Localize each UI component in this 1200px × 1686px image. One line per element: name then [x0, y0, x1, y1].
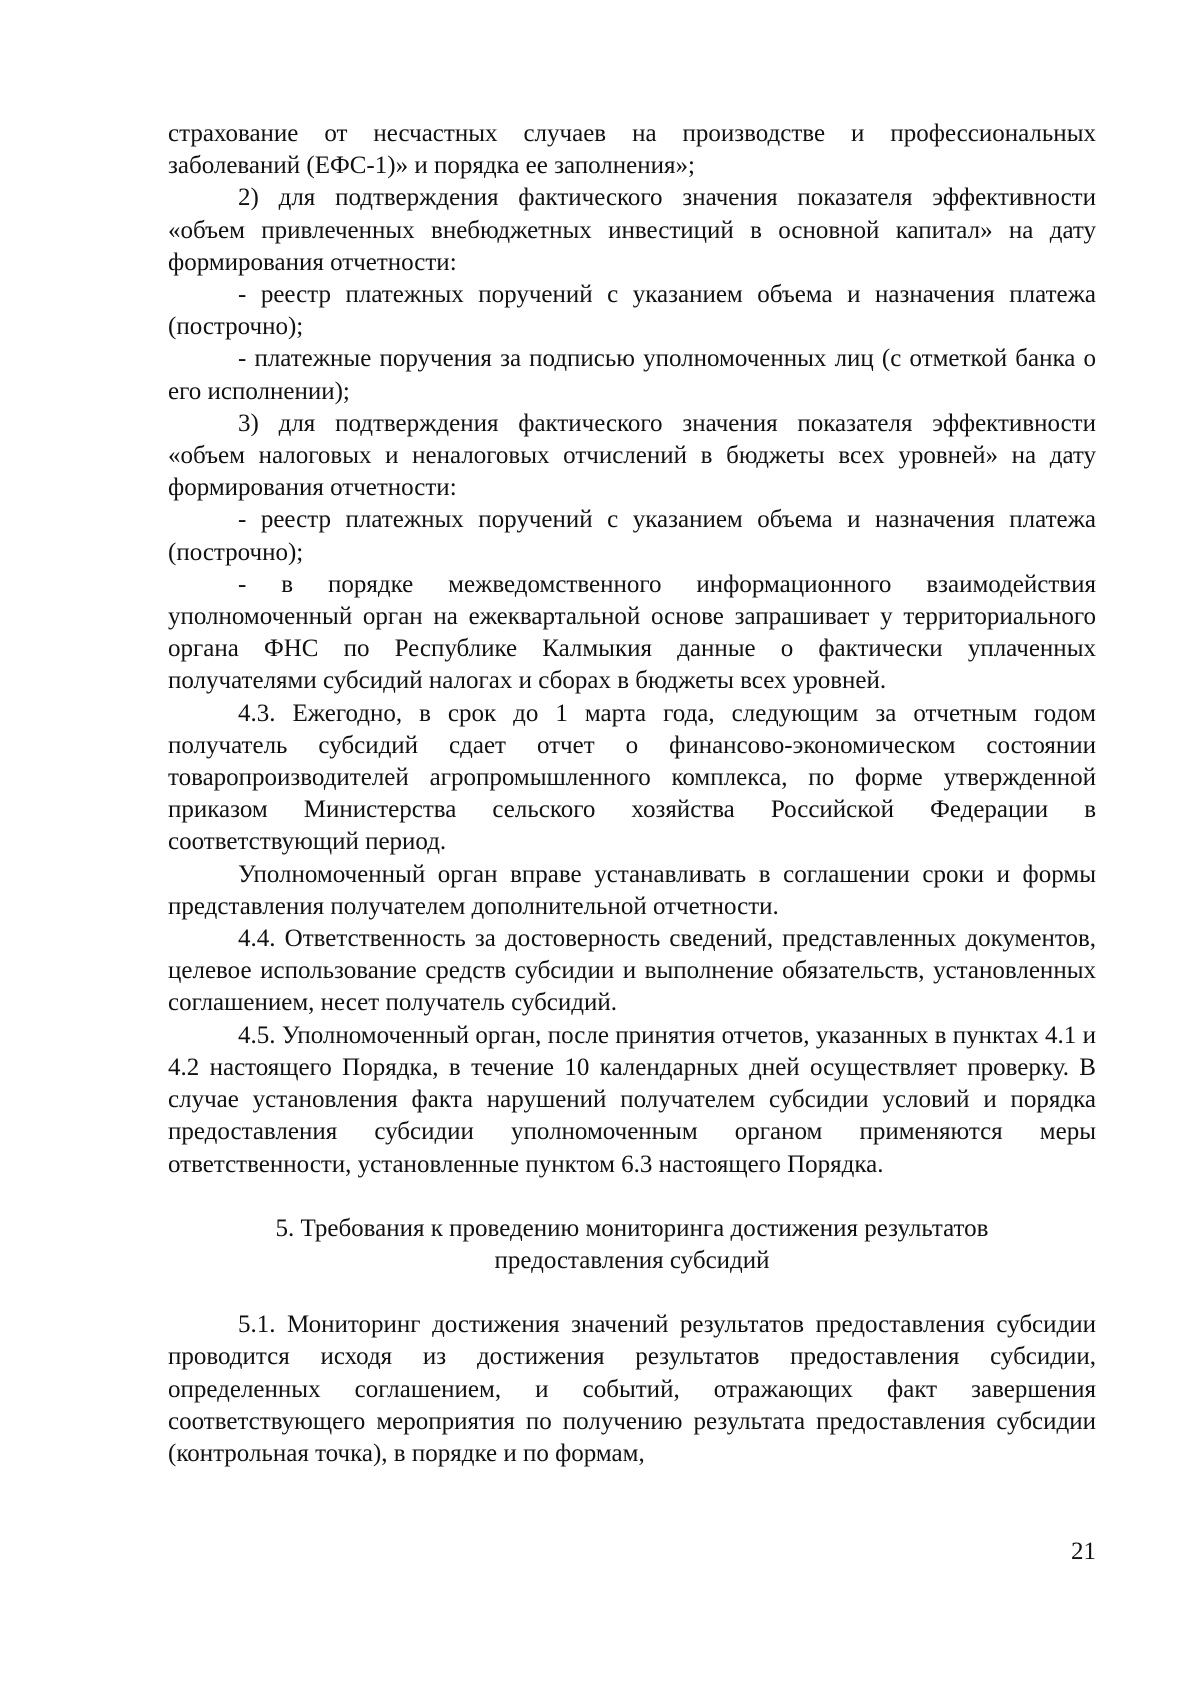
- paragraph-10: 4.4. Ответственность за достоверность сведений, представленных документов, целевое использование средств субсидии и выполнение обязательств, установленных соглашением, несет получатель субсидий.: [168, 925, 1096, 1017]
- paragraph-4: - платежные поручения за подписью уполномоченных лиц (с отметкой банка о его исполнении);: [168, 345, 1096, 405]
- paragraph-12: 5.1. Мониторинг достижения значений результатов предоставления субсидии проводится исходя из достижения результатов предоставления субсидии, определенных соглашением, и событий, отражающих факт завершения соответствующего мероприятия по получению результата предоставления субсидии (контрольная точка), в порядке и по формам,: [168, 1311, 1096, 1467]
- paragraph-9: Уполномоченный орган вправе устанавливать в соглашении сроки и формы представления получателем дополнительной отчетности.: [168, 860, 1096, 920]
- paragraph-7: - в порядке межведомственного информационного взаимодействия уполномоченный орган на ежеквартальной основе запрашивает у территориального органа ФНС по Республике Калмыкия данные о фактически уплаченных получателями субсидий налогах и сборах в бюджеты всех уровней.: [168, 570, 1096, 695]
- spacer: [168, 1277, 1096, 1309]
- spacer: [168, 1181, 1096, 1213]
- paragraph-8: 4.3. Ежегодно, в срок до 1 марта года, следующим за отчетным годом получатель субсидий сдает отчет о финансово-экономическом состоянии товаропроизводителей агропромышленного комплекса, по форме утвержденной приказом Министерства сельского хозяйства Российской Федерации в соответствующий период.: [168, 699, 1096, 856]
- document-body: [168, 118, 1096, 1470]
- paragraph-2: 2) для подтверждения фактического значения показателя эффективности «объем привлеченных внебюджетных инвестиций в основной капитал» на дату формирования отчетности:: [168, 184, 1096, 276]
- paragraph-6: - реестр платежных поручений с указанием объема и назначения платежа (построчно);: [168, 506, 1096, 566]
- paragraph-11: 4.5. Уполномоченный орган, после принятия отчетов, указанных в пунктах 4.1 и 4.2 настоящего Порядка, в течение 10 календарных дней осуществляет проверку. В случае установления факта нарушений получателем субсидии условий и порядка предоставления субсидии уполномоченным органом применяются меры ответственности, установленные пунктом 6.3 настоящего Порядка.: [168, 1021, 1096, 1178]
- paragraph-3: - реестр платежных поручений с указанием объема и назначения платежа (построчно);: [168, 281, 1096, 341]
- paragraph-5: 3) для подтверждения фактического значения показателя эффективности «объем налоговых и неналоговых отчислений в бюджеты всех уровней» на дату формирования отчетности:: [168, 409, 1096, 502]
- section-heading: 5. Требования к проведению мониторинга достижения результатов предоставления субсидий: [275, 1214, 989, 1274]
- paragraph-1: страхование от несчастных случаев на производстве и профессиональных заболеваний (ЕФС-1)» и порядка ее заполнения»;: [168, 120, 1096, 180]
- page-number: 21: [1071, 1538, 1096, 1565]
